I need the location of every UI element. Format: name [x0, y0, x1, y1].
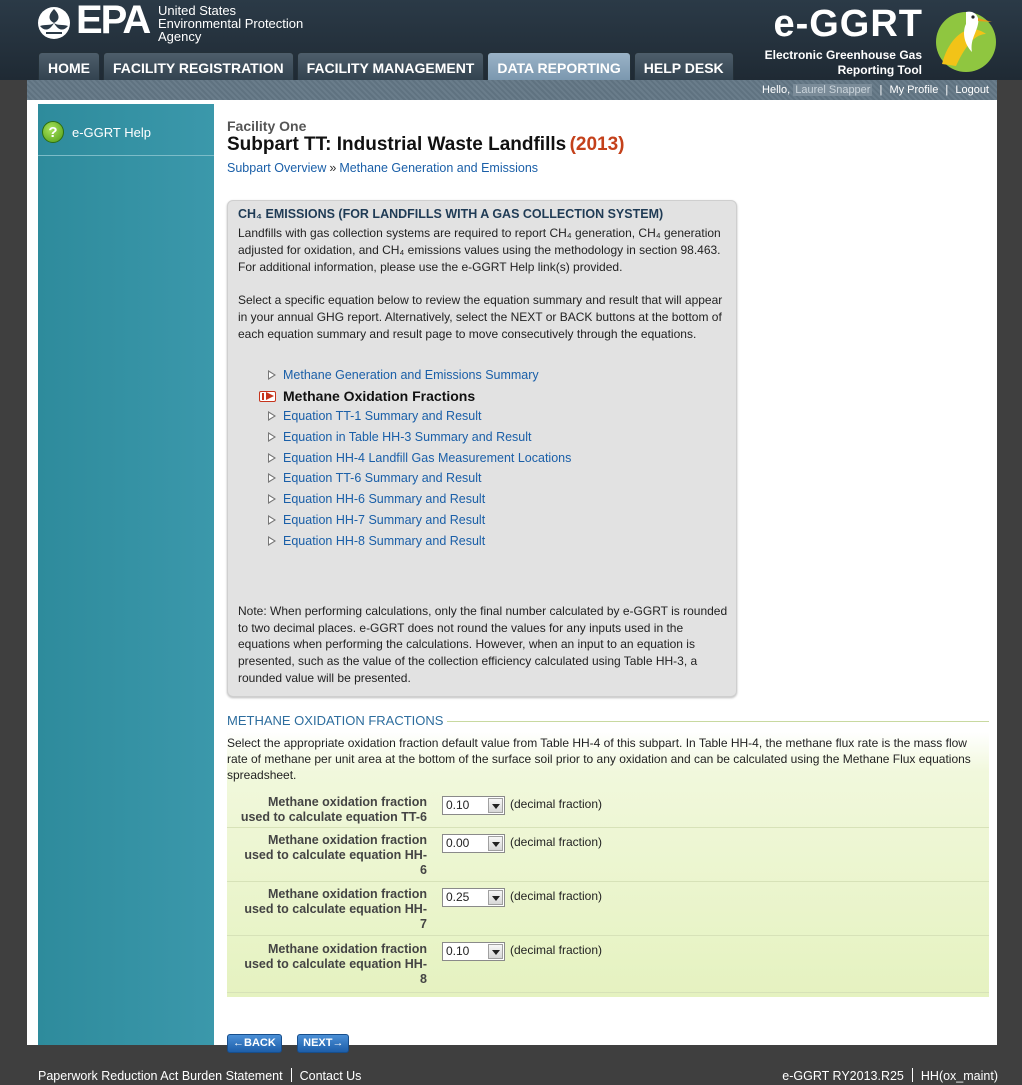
equation-list: [266, 365, 726, 551]
field-label-line: used to calculate equation HH-: [244, 957, 427, 971]
help-icon: ?: [42, 121, 64, 143]
ch4-emissions-panel: [227, 200, 737, 697]
page-title: [227, 134, 989, 156]
oxidation-fractions-section: [227, 712, 989, 997]
reporting-year: (2013): [569, 134, 625, 155]
triangle-right-icon: [268, 536, 276, 546]
sidebar-item-label: e-GGRT Help: [72, 125, 151, 140]
user-bar: [27, 80, 997, 100]
eggrt-logo[interactable]: [758, 4, 998, 78]
subpart-title: Subpart TT: Industrial Waste Landfills: [227, 134, 567, 155]
bird-logo-icon: [926, 4, 998, 76]
oxidation-row-hh6: [227, 828, 989, 882]
equation-link-label[interactable]: Equation HH-7 Summary and Result: [283, 512, 486, 527]
equation-current-label: Methane Oxidation Fractions: [283, 387, 476, 404]
main-shell: [27, 100, 997, 1049]
field-label: [227, 795, 427, 825]
triangle-right-icon: [268, 494, 276, 504]
app-subtitle-line: Electronic Greenhouse Gas: [764, 48, 922, 62]
agency-line: Environmental Protection: [158, 16, 304, 31]
agency-line: Agency: [158, 29, 202, 44]
burden-statement-link[interactable]: Paperwork Reduction Act Burden Statement: [38, 1069, 283, 1083]
oxidation-form: [227, 732, 989, 997]
epa-flower-icon: [36, 6, 72, 40]
app-subtitle-line: Reporting Tool: [837, 63, 922, 77]
oxidation-row-tt6: [227, 789, 989, 828]
equation-link-label[interactable]: Equation TT-6 Summary and Result: [283, 471, 482, 486]
tab-data-reporting[interactable]: DATA REPORTING: [487, 52, 630, 80]
equation-link-label[interactable]: Equation HH-4 Landfill Gas Measurement Locations: [283, 450, 572, 465]
footer-version: [782, 1068, 998, 1083]
field-label-line: used to calculate equation TT-6: [240, 810, 427, 824]
triangle-right-icon: [268, 473, 276, 483]
panel-intro-text: Landfills with gas collection systems are required to report CH₄ generation, CH₄ generation adjusted for oxidation, and CH₄ emissions values using the methodology in section 98.463. For additional information, please use the e-GGRT Help link(s) provided.: [238, 226, 721, 274]
main-nav: [38, 52, 737, 80]
equation-link-label[interactable]: Equation TT-1 Summary and Result: [283, 409, 482, 424]
field-label: [227, 833, 427, 878]
chevron-down-icon[interactable]: [488, 798, 503, 813]
agency-name: [158, 4, 303, 43]
facility-name: Facility One: [227, 118, 307, 134]
app-subtitle: [765, 48, 922, 78]
separator: [912, 1068, 913, 1082]
equation-link[interactable]: [266, 406, 726, 427]
field-label-line: Methane oxidation fraction: [267, 942, 427, 956]
current-step-icon: [259, 391, 276, 402]
footer-links: [38, 1068, 361, 1083]
equation-link-label[interactable]: Equation HH-6 Summary and Result: [283, 492, 486, 507]
sidebar-item-help[interactable]: [38, 114, 214, 156]
breadcrumb-methane-generation[interactable]: Methane Generation and Emissions: [339, 161, 539, 175]
field-label: [227, 887, 427, 932]
chevron-down-icon[interactable]: [488, 890, 503, 905]
contact-us-link[interactable]: Contact Us: [299, 1069, 362, 1083]
equation-link[interactable]: [266, 468, 726, 489]
equation-link[interactable]: [266, 365, 726, 386]
equation-link[interactable]: [266, 531, 726, 552]
navigation-buttons: [227, 1034, 361, 1053]
equation-link[interactable]: [266, 510, 726, 531]
equation-link[interactable]: [266, 489, 726, 510]
back-button[interactable]: ←BACK: [227, 1034, 282, 1053]
app-title: e-GGRT: [773, 3, 923, 45]
triangle-right-icon: [268, 432, 276, 442]
sidebar: [38, 104, 214, 1045]
equation-link-label[interactable]: Methane Generation and Emissions Summary: [283, 368, 539, 382]
oxidation-row-hh8: [227, 936, 989, 993]
oxidation-fraction-select-hh6[interactable]: [442, 834, 505, 853]
equation-current: [266, 386, 726, 407]
select-value: 0.10: [446, 798, 470, 812]
equation-link[interactable]: [266, 448, 726, 469]
section-title: METHANE OXIDATION FRACTIONS: [227, 712, 447, 730]
unit-label: (decimal fraction): [510, 943, 603, 957]
field-label: [227, 942, 427, 987]
triangle-right-icon: [268, 370, 276, 380]
field-label-line: used to calculate equation HH-: [244, 902, 427, 916]
oxidation-fraction-select-tt6[interactable]: [442, 796, 505, 815]
rounding-note: Note: When performing calculations, only the final number calculated by e-GGRT is rounded to two decimal places. e-GGRT does not round the values for any inputs used in the equations when performing the calculations. However, when an input to an equation is presented, such as the value of the collection efficiency calculated using Table HH-3, a rounded value will be presented.: [238, 604, 728, 685]
epa-logo[interactable]: [36, 2, 326, 46]
equation-link-label[interactable]: Equation HH-8 Summary and Result: [283, 533, 486, 548]
triangle-right-icon: [268, 453, 276, 463]
oxidation-row-hh7: [227, 882, 989, 936]
equation-link-label[interactable]: Equation in Table HH-3 Summary and Result: [283, 430, 532, 445]
chevron-down-icon[interactable]: [488, 836, 503, 851]
agency-line: United States: [158, 3, 237, 18]
select-value: 0.00: [446, 836, 470, 850]
logout-link[interactable]: Logout: [955, 84, 989, 96]
separator: [291, 1068, 292, 1082]
breadcrumb: [227, 161, 989, 175]
field-label-line: 8: [420, 972, 427, 986]
separator: |: [879, 84, 883, 96]
oxidation-fraction-select-hh7[interactable]: [442, 888, 505, 907]
next-button[interactable]: NEXT→: [297, 1034, 349, 1053]
tab-home[interactable]: HOME: [38, 52, 100, 80]
select-value: 0.10: [446, 944, 470, 958]
select-value: 0.25: [446, 890, 470, 904]
field-label-line: used to calculate equation HH-: [244, 848, 427, 862]
field-label-line: Methane oxidation fraction: [267, 833, 427, 847]
tab-facility-registration[interactable]: FACILITY REGISTRATION: [103, 52, 294, 80]
breadcrumb-separator: »: [329, 161, 337, 175]
site-header: [0, 0, 1022, 80]
breadcrumb-subpart-overview[interactable]: Subpart Overview: [227, 161, 327, 175]
tab-facility-management[interactable]: FACILITY MANAGEMENT: [297, 52, 485, 80]
panel-title: CH₄ EMISSIONS (FOR LANDFILLS WITH A GAS COLLECTION SYSTEM): [238, 207, 664, 221]
server-text: HH(ox_maint): [920, 1069, 998, 1083]
field-label-line: Methane oxidation fraction: [267, 795, 427, 809]
tab-help-desk[interactable]: HELP DESK: [634, 52, 734, 80]
separator: |: [945, 84, 949, 96]
hello-text: Hello,: [762, 84, 791, 96]
triangle-right-icon: [268, 515, 276, 525]
epa-wordmark: EPA: [76, 0, 150, 42]
site-footer: [0, 1062, 1022, 1085]
unit-label: (decimal fraction): [510, 797, 603, 811]
version-text: e-GGRT RY2013.R25: [782, 1069, 904, 1083]
unit-label: (decimal fraction): [510, 835, 603, 849]
my-profile-link[interactable]: My Profile: [889, 84, 939, 96]
panel-instructions-text: Select a specific equation below to review the equation summary and result that will appear in your annual GHG report. Alternatively, select the NEXT or BACK buttons at the bottom of each equation summary and result page to move consecutively through the equations.: [238, 293, 723, 341]
triangle-right-icon: [268, 411, 276, 421]
chevron-down-icon[interactable]: [488, 944, 503, 959]
section-description: Select the appropriate oxidation fraction default value from Table HH-4 of this subpart. In Table HH-4, the methane flux rate is the mass flow rate of methane per unit area at the bottom of the surface soil prior to any oxidation and can be calculated using the Methane Flux equations spreadsheet.: [227, 736, 971, 782]
field-label-line: 6: [420, 863, 427, 877]
user-name: Laurel Snapper: [795, 84, 871, 96]
unit-label: (decimal fraction): [510, 889, 603, 903]
content-area: [227, 118, 989, 1049]
oxidation-fraction-select-hh8[interactable]: [442, 942, 505, 961]
field-label-line: Methane oxidation fraction: [267, 887, 427, 901]
field-label-line: 7: [420, 917, 427, 931]
equation-link[interactable]: [266, 427, 726, 448]
section-header: [227, 712, 989, 732]
